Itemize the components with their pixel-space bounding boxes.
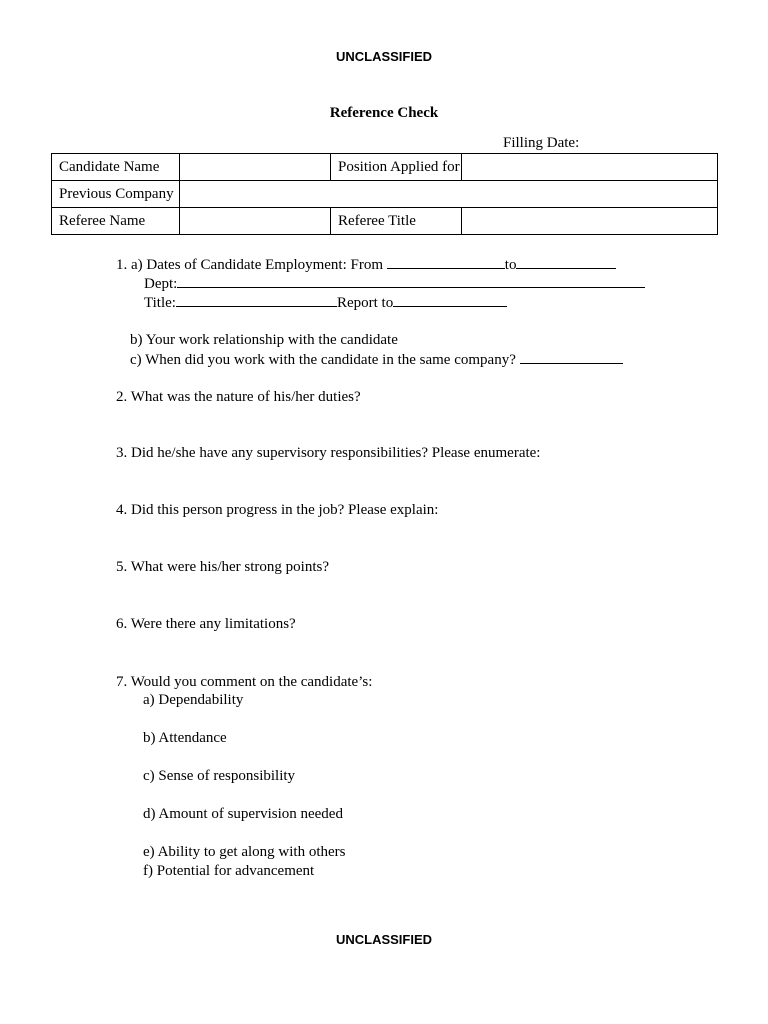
employment-to-blank[interactable] [516, 256, 616, 269]
dept-label: Dept: [144, 276, 178, 292]
table-row [52, 208, 718, 235]
position-applied-field[interactable] [462, 154, 718, 181]
previous-company-label: Previous Company [52, 181, 180, 208]
referee-name-label: Referee Name [52, 208, 180, 235]
question-7e: e) Ability to get along with others [143, 844, 346, 860]
position-applied-label: Position Applied for [331, 154, 462, 181]
question-1a [116, 256, 616, 274]
question-7a: a) Dependability [143, 692, 244, 708]
title-blank[interactable] [176, 294, 337, 307]
question-7b: b) Attendance [143, 730, 227, 746]
title-label: Title: [144, 295, 176, 311]
same-company-blank[interactable] [520, 351, 623, 364]
question-5: 5. What were his/her strong points? [116, 559, 330, 575]
header-classification: UNCLASSIFIED [335, 49, 433, 64]
footer-classification: UNCLASSIFIED [335, 932, 433, 947]
question-7c: c) Sense of responsibility [143, 768, 296, 784]
question-4: 4. Did this person progress in the job? Please explain: [116, 502, 439, 518]
question-7d: d) Amount of supervision needed [143, 806, 343, 822]
dept-blank[interactable] [177, 275, 645, 288]
employment-from-blank[interactable] [387, 256, 505, 269]
candidate-info-table [51, 153, 718, 235]
question-1-title [144, 294, 507, 312]
question-1c-text: c) When did you work with the candidate in the same company? [130, 352, 516, 368]
referee-title-field[interactable] [462, 208, 718, 235]
question-6: 6. Were there any limitations? [116, 616, 296, 632]
question-1c [130, 351, 623, 369]
question-1b: b) Your work relationship with the candidate [130, 332, 398, 348]
filling-date-label: Filling Date: [503, 135, 580, 151]
question-1a-text: 1. a) Dates of Candidate Employment: From [116, 257, 384, 273]
question-7f-marker: f) [143, 863, 153, 879]
question-7f-text: Potential for advancement [156, 863, 315, 879]
form-title: Reference Check [329, 105, 439, 121]
table-row [52, 154, 718, 181]
question-3: 3. Did he/she have any supervisory responsibilities? Please enumerate: [116, 445, 541, 461]
candidate-name-label: Candidate Name [52, 154, 180, 181]
question-1-dept [144, 275, 645, 293]
candidate-name-field[interactable] [180, 154, 331, 181]
referee-name-field[interactable] [180, 208, 331, 235]
report-to-blank[interactable] [393, 294, 507, 307]
referee-title-label: Referee Title [331, 208, 462, 235]
report-to-label: Report to [336, 295, 394, 311]
question-7f [143, 863, 314, 880]
table-row [52, 181, 718, 208]
previous-company-field[interactable] [180, 181, 718, 208]
question-1a-to: to [504, 257, 517, 273]
question-2: 2. What was the nature of his/her duties? [116, 389, 361, 405]
question-7: 7. Would you comment on the candidate’s: [116, 674, 373, 690]
